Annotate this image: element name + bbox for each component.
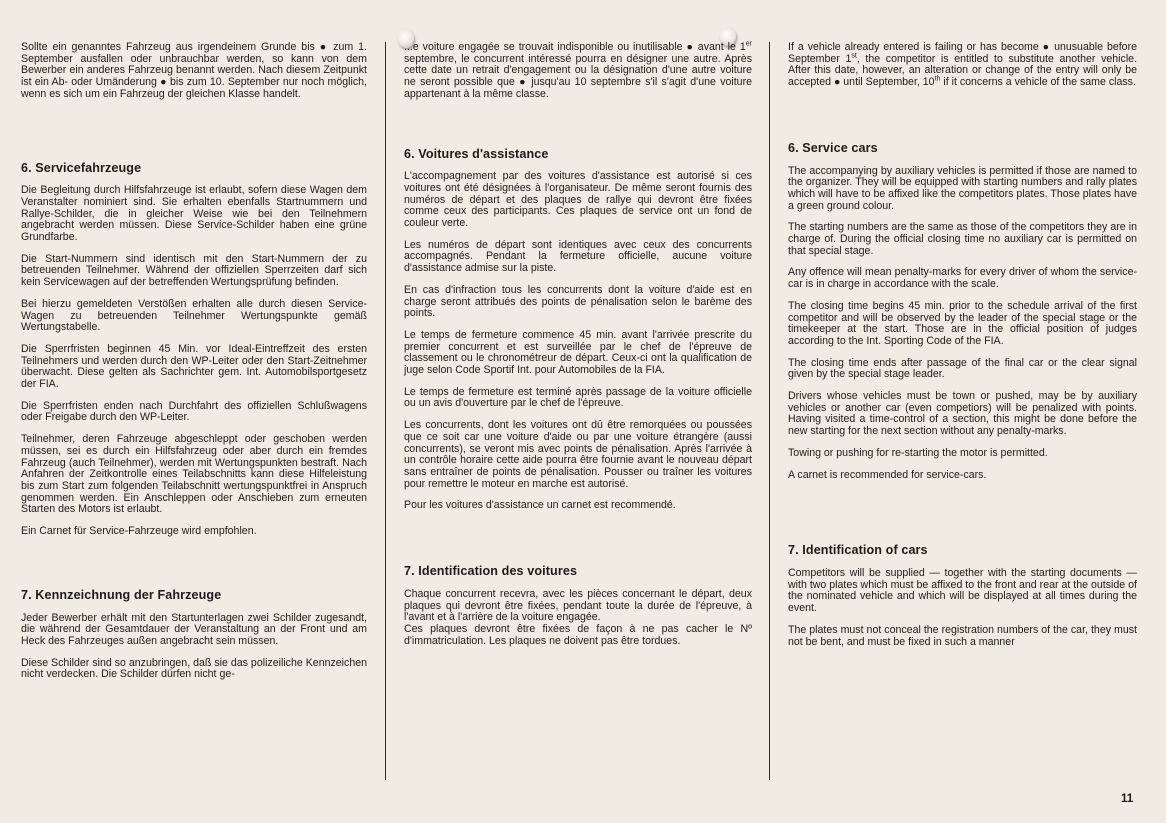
german-s7-paragraph-2: Diese Schilder sind so anzubringen, daß sie das polizeiliche Kennzeichen nicht verdecken. Die Schilder dürfen nicht ge- [21, 656, 367, 681]
french-s6-paragraph-3: En cas d'infraction tous les concurrents dont la voiture d'aide est en charge seront attribués des points de pénalisation selon le barème des points. [404, 283, 752, 320]
german-s6-paragraph-1: Die Begleitung durch Hilfsfahrzeuge ist erlaubt, sofern diese Wagen dem Veranstalter nominiert sind. Sie erhalten ebenfalls Startnummern und Rallye-Schilder, die in gleicher Weise wie bei den Teilnehmern angebracht werden müssen. Diese Service-Schilder haben eine grüne Grundfarbe. [21, 184, 367, 244]
french-section-7-heading: 7. Identification des voitures [404, 564, 578, 579]
english-column [788, 42, 1137, 658]
german-section-7-heading: 7. Kennzeichnung der Fahrzeuge [21, 587, 222, 602]
french-s6-paragraph-6: Les concurrents, dont les voitures ont dû être remorquées ou poussées que ce soit car une voiture d'aide ou par une voiture étrangère (aussi concurrents), se veront mis avec points de pénalisation. Après l'arrivée à un contrôle horaire cette aide pourra être fournie avant le nouveau départ sans entraîner de points de pénalisation. Pousser ou traîner les voitures pour remettre le moteur en marche est autorisé. [404, 419, 752, 490]
page-number: 11 [1121, 793, 1134, 805]
french-s6-paragraph-4: Le temps de fermeture commence 45 min. avant l'arrivée prescrite du premier concurrent et est surveillée par le chef de l'épreuve de classement ou le chronométreur de départ. Ceux-ci ont la qualification de juge selon Code Sportif Int. pour Automobiles de la FIA. [404, 328, 752, 377]
english-intro-paragraph: If a vehicle already entered is failing or has become ● unusuable before September 1st, the competitor is entitled to substitute another vehicle. After this date, however, an alteration or change of the entry will only be accepted ● until September, 10th if it concerns a vehicle of the same class. [788, 41, 1138, 89]
english-s6-paragraph-8: A carnet is recommended for service-cars. [788, 468, 987, 481]
french-s6-paragraph-7: Pour les voitures d'assistance un carnet est recommendé. [404, 499, 676, 512]
english-s6-paragraph-2: The starting numbers are the same as those of the competitors they are in charge of. During the official closing time no auxiliary car is permitted on that special stage. [788, 221, 1137, 257]
german-s6-paragraph-2: Die Start-Nummern sind identisch mit den Start-Nummern der zu betreuenden Teilnehmer. Während der offiziellen Sperrzeiten darf sich kein Servicewagen auf der betreffenden Wertungsprüfung befinden. [21, 252, 367, 289]
french-s6-paragraph-1: L'accompagnement par des voitures d'assistance est autorisé si ces voitures ont été désignées à l'organisateur. De même seront fournis des numéros de départ et des plaques de rallye qui devront être fixées comme ceux des participants. Ces plaques de service ont un fond de couleur verte. [404, 170, 752, 230]
german-s6-paragraph-5: Die Sperrfristen enden nach Durchfahrt des offiziellen Schlußwagens oder Freigabe durch den WP-Leiter. [21, 399, 367, 424]
french-s7-paragraph-1: Chaque concurrent recevra, avec les pièces concernant le départ, deux plaques qui devront être fixées, pendant toute la durée de l'épreuve, à l'avant et à l'arrière de la voiture engagée. [404, 587, 752, 624]
english-s6-paragraph-3: Any offence will mean penalty-marks for every driver of whom the service-car is in charge in accordance with the scale. [788, 266, 1137, 291]
german-section-6-heading: 6. Servicefahrzeuge [21, 160, 142, 175]
english-section-7-heading: 7. Identification of cars [788, 543, 928, 558]
english-s6-paragraph-1: The accompanying by auxiliary vehicles is permitted if those are named to the organizer. They will be equipped with starting numbers and rally plates which will have to be affixed like the competitors plates. Those plates have a green ground colour. [788, 164, 1137, 212]
german-intro-paragraph: Sollte ein genanntes Fahrzeug aus irgendeinem Grunde bis ● zum 1. September ausfallen oder unbrauchbar werden, so kann von dem Bewerber ein anderes Fahrzeug benannt werden. Nach diesem Zeitpunkt ist ein Ab- oder Umänderung ● bis zum 10. September nur noch möglich, wenn es sich um ein Fahrzeug der gleichen Klasse handelt. [21, 41, 367, 100]
english-s7-paragraph-1: Competitors will be supplied — together with the starting documents — with two plates which must be affixed to the front and rear at the outside of the nominated vehicle and which will be displayed at all times during the event. [788, 566, 1137, 615]
german-s6-paragraph-7: Ein Carnet für Service-Fahrzeuge wird empfohlen. [21, 525, 257, 538]
english-s7-paragraph-2: The plates must not conceal the registration numbers of the car, they must not be bent, and must be fixed in such a manner [788, 623, 1137, 648]
french-section-6-heading: 6. Voitures d'assistance [404, 146, 549, 161]
column-divider-left [385, 42, 386, 780]
french-s6-paragraph-2: Les numéros de départ sont identiques avec ceux des concurrents accompagnés. Pendant la fermeture officielle, aucune voiture d'assistance admise sur la piste. [404, 238, 752, 275]
english-s6-paragraph-6: Drivers whose vehicles must be town or pushed, may be by auxiliary vehicles or another car (even competiors) will be penalized with points. Having visited a time-control of a section, this might be done before the new starting for the next section without any penalty-marks. [788, 390, 1137, 438]
german-column [21, 42, 367, 691]
english-s6-paragraph-7: Towing or pushing for re-starting the motor is permitted. [788, 446, 1048, 459]
french-s7-paragraph-2: Ces plaques devront être fixées de façon à ne pas cacher le Nº d'immatriculation. Les plaques ne doivent pas être tordues. [404, 622, 752, 647]
column-divider-right [769, 42, 770, 780]
german-s6-paragraph-3: Bei hierzu gemeldeten Verstößen erhalten alle durch diesen Service-Wagen zu betreuenden Teilnehmer Wertungspunkte gemäß Wertungstabelle. [21, 297, 367, 334]
french-intro-paragraph: ...e voiture engagée se trouvait indisponible ou inutilisable ● avant le 1er septembre, le concurrent intéressé pourra en désigner une autre. Après cette date un retrait d'engagement ou la désignation d'une autre voiture ne seront possible que ● jusqu'au 10 septembre s'il s'agit d'une voiture appartenant à la même classe. [404, 40, 752, 100]
french-s6-paragraph-5: Le temps de fermeture est terminé après passage de la voiture officielle ou un avis d'ouverture par le chef de l'épreuve. [404, 385, 752, 410]
german-s6-paragraph-4: Die Sperrfristen beginnen 45 Min. vor Ideal-Eintreffzeit des ersten Teilnehmers und werden durch den WP-Leiter oder den Start-Zeitnehmer überwacht. Diese gelten als Sachrichter gem. Int. Automobilsportgesetz der FIA. [21, 342, 367, 391]
english-section-6-heading: 6. Service cars [788, 140, 878, 155]
german-s7-paragraph-1: Jeder Bewerber erhält mit den Startunterlagen zwei Schilder zugesandt, die während der Gesamtdauer der Veranstaltung an der Front und am Heck des Fahrzeuges außen angebracht sein müssen. [21, 611, 367, 647]
german-s6-paragraph-6: Teilnehmer, deren Fahrzeuge abgeschleppt oder geschoben werden müssen, sei es durch ein Hilfsfahrzeug oder aber durch ein fremdes Fahrzeug (auch Teilnehmer), werden mit Wertungspunkten bestraft. Nach Anfahren der Zeitkontrolle eines Teilabschnitts kann diese Hilfeleistung bis zum Start zum folgenden Teilabschnitt wertungspunktfrei in Anspruch genommen werden. Ein Anschleppen oder Anschieben zum erneuten Starten des Motors ist erlaubt. [21, 433, 367, 516]
english-s6-paragraph-5: The closing time ends after passage of the final car or the clear signal given by the special stage leader. [788, 356, 1137, 381]
english-s6-paragraph-4: The closing time begins 45 min. prior to the schedule arrival of the first competitor and will be observed by the leader of the special stage or the timekeeper at the start. Those are in the official position of judges according to the Int. Sporting Code of the FIA. [788, 299, 1137, 347]
french-column [404, 42, 752, 657]
